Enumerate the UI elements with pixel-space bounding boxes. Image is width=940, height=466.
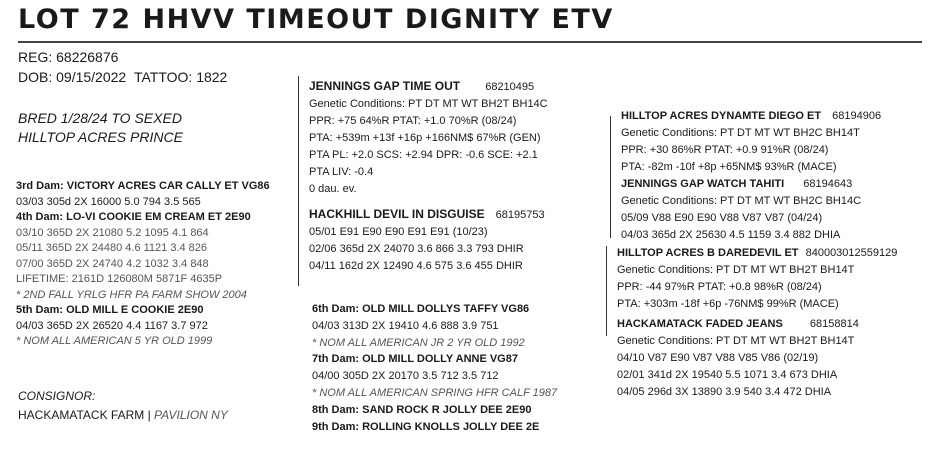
third-dam-title: 3rd Dam: VICTORY ACRES CAR CALLY ET VG86 [16, 180, 270, 192]
fourth-dam-record: 03/10 365D 2X 21080 5.2 1095 4.1 864 [16, 226, 209, 239]
dam-dam-record: 04/05 296d 3X 13890 3.9 540 3.4 472 DHIA [617, 386, 832, 398]
sire-registration: 68210495 [485, 81, 535, 93]
dam-dam-registration: 68158814 [809, 318, 859, 330]
sire-sire-registration: 68194906 [832, 110, 882, 122]
dam-record: 02/06 365d 2X 24070 3.6 866 3.3 793 DHIR [309, 243, 524, 255]
dam-sire-ppr: PPR: -44 97%R PTAT: +0.8 98%R (08/24) [617, 281, 822, 293]
sixth-dam-title: 6th Dam: OLD MILL DOLLYS TAFFY VG86 [312, 303, 530, 315]
fourth-dam-record: 07/00 365D 2X 24740 4.2 1032 3.4 848 [16, 257, 209, 270]
title-underline [18, 41, 922, 43]
consignor-label: CONSIGNOR: [18, 389, 96, 403]
sire-dam-block [621, 176, 861, 244]
sire-sire-genetic-conditions: Genetic Conditions: PT DT MT WT BH2C BH14T [621, 127, 860, 139]
sire-name: JENNINGS GAP TIME OUT [309, 79, 461, 93]
dam-registration: 68195753 [495, 209, 545, 221]
dam-sire-registration: 840003012559129 [805, 247, 898, 259]
dam-record: 04/11 162d 2X 12490 4.6 575 3.6 455 DHIR [309, 260, 523, 272]
dam-sire-pta: PTA: +303m -18f +6p -76NM$ 99%R (MACE) [617, 298, 839, 310]
sire-pta-liv: PTA LIV: -0.4 [309, 166, 374, 178]
fifth-dam-record: 04/03 365D 2X 26520 4.4 1167 3.7 972 [16, 319, 208, 332]
sire-dam-record: 04/03 365d 2X 25630 4.5 1159 3.4 882 DHIA [621, 229, 841, 241]
sire-dam-genetic-conditions: Genetic Conditions: PT DT MT WT BH2C BH14C [621, 195, 862, 207]
date-of-birth [18, 69, 227, 85]
third-dam-record: 03/03 305d 2X 16000 5.0 794 3.5 565 [16, 195, 201, 208]
dam-classification: 05/01 E91 E90 E90 E91 E91 (10/23) [309, 226, 488, 238]
ninth-dam-title: 9th Dam: ROLLING KNOLLS JOLLY DEE 2E [312, 420, 540, 433]
consignor-info [18, 408, 228, 422]
dam-dam-block [617, 316, 859, 401]
pedigree-bracket-left [298, 76, 299, 286]
fourth-dam-lifetime: LIFETIME: 2161D 126080M 5871F 4635P [16, 273, 223, 285]
consignor-separator: | [147, 408, 151, 422]
bred-line-1: BRED 1/28/24 TO SEXED [18, 110, 182, 126]
dam-history-lower [312, 301, 557, 435]
pedigree-bracket-dam-side [606, 246, 607, 336]
dam-sire-name: HILLTOP ACRES B DAREDEVIL ET [617, 247, 799, 259]
sire-dam-classification: 05/09 V88 E90 E90 V88 V87 V87 (04/24) [621, 212, 823, 224]
consignor-farm: HACKAMATACK FARM [18, 408, 145, 422]
fourth-dam-title: 4th Dam: LO-VI COOKIE EM CREAM ET 2E90 [16, 211, 251, 223]
fourth-dam-note: * 2ND FALL YRLG HFR PA FARM SHOW 2004 [16, 288, 247, 301]
dob-value: DOB: 09/15/2022 [18, 69, 127, 85]
seventh-dam-note: * NOM ALL AMERICAN SPRING HFR CALF 1987 [312, 386, 558, 399]
eighth-dam-title: 8th Dam: SAND ROCK R JOLLY DEE 2E90 [312, 403, 532, 416]
dam-dam-genetic-conditions: Genetic Conditions: PT DT MT WT BH2T BH14T [617, 335, 855, 347]
seventh-dam-title: 7th Dam: OLD MILL DOLLY ANNE VG87 [312, 353, 518, 366]
fifth-dam-title: 5th Dam: OLD MILL E COOKIE 2E90 [16, 304, 204, 316]
dam-block [309, 206, 545, 275]
sire-sire-block [621, 108, 881, 176]
sire-pta-pl: PTA PL: +2.0 SCS: +2.94 DPR: -0.6 SCE: +2.1 [309, 149, 538, 161]
consignor-location: PAVILION NY [154, 408, 228, 422]
sire-sire-name: HILLTOP ACRES DYNAMTE DIEGO ET [621, 110, 822, 122]
dam-name: HACKHILL DEVIL IN DISGUISE [309, 207, 485, 221]
sire-sire-pta: PTA: -82m -10f +8p +65NM$ 93%R (MACE) [621, 161, 837, 173]
sire-block [309, 78, 548, 198]
dam-dam-classification: 04/10 V87 E90 V87 V88 V85 V86 (02/19) [617, 352, 819, 364]
dam-sire-genetic-conditions: Genetic Conditions: PT DT MT WT BH2T BH14T [617, 264, 855, 276]
lot-title: LOT 72 HHVV TIMEOUT DIGNITY ETV [18, 4, 614, 35]
sire-pta: PTA: +539m +13f +16p +166NM$ 67%R (GEN) [309, 132, 541, 144]
sire-sire-ppr: PPR: +30 86%R PTAT: +0.9 91%R (08/24) [621, 144, 829, 156]
dam-dam-name: HACKAMATACK FADED JEANS [617, 318, 783, 330]
sire-dam-name: JENNINGS GAP WATCH TAHITI [621, 178, 785, 190]
sire-ppr: PPR: +75 64%R PTAT: +1.0 70%R (08/24) [309, 115, 517, 127]
dam-dam-record: 02/01 341d 2X 19540 5.5 1071 3.4 673 DHIA [617, 369, 838, 381]
tattoo-value: TATTOO: 1822 [133, 69, 228, 85]
sire-dam-registration: 68194643 [803, 178, 853, 190]
dam-sire-block [617, 245, 897, 313]
registration-number: REG: 68226876 [18, 49, 119, 65]
bred-line-2: HILLTOP ACRES PRINCE [18, 129, 183, 145]
fifth-dam-note: * NOM ALL AMERICAN 5 YR OLD 1999 [16, 335, 213, 347]
dam-history-left [16, 179, 270, 350]
sire-genetic-conditions: Genetic Conditions: PT DT MT WT BH2T BH14C [309, 98, 548, 110]
sixth-dam-record: 04/03 313D 2X 19410 4.6 888 3.9 751 [312, 319, 499, 332]
pedigree-bracket-sire-side [610, 116, 611, 238]
sire-daughters: 0 dau. ev. [309, 183, 357, 195]
sixth-dam-note: * NOM ALL AMERICAN JR 2 YR OLD 1992 [312, 336, 525, 349]
seventh-dam-record: 04/00 305D 2X 20170 3.5 712 3.5 712 [312, 370, 499, 383]
fourth-dam-record: 05/11 365D 2X 24480 4.6 1121 3.4 826 [16, 242, 208, 254]
